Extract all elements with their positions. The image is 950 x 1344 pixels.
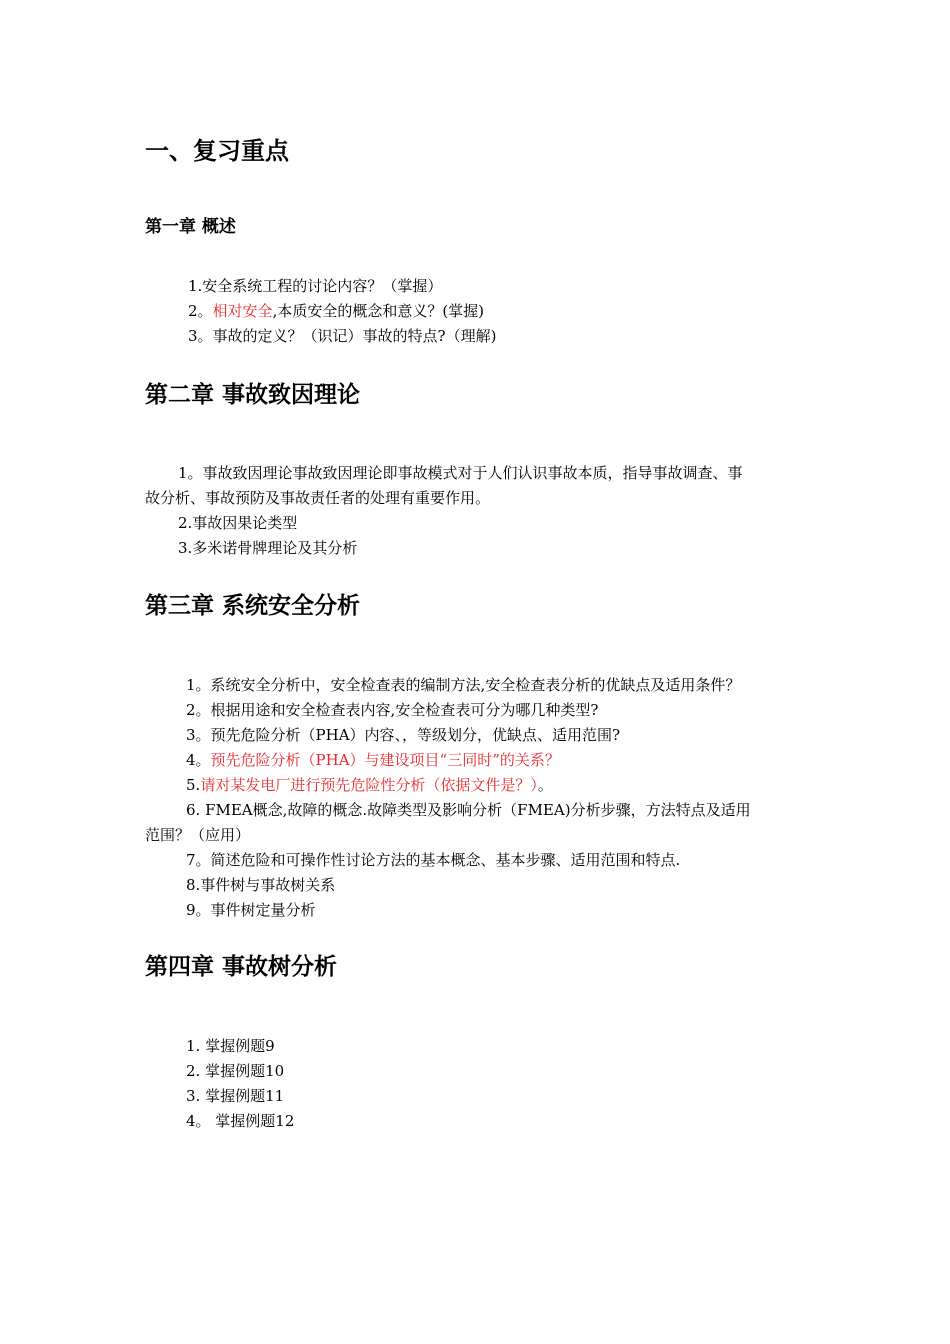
chapter-1-item-3: 3。事故的定义？（识记）事故的特点?（理解) [188,327,497,345]
chapter-3-item-3: 3。预先危险分析（PHA）内容、，等级划分，优缺点、适用范围? [186,726,621,744]
chapter-4-item-2: 2. 掌握例题10 [186,1062,285,1080]
chapter-3-item-4 [186,750,560,770]
chapter-3-item-5 [186,775,553,795]
chapter-4-item-3: 3. 掌握例题11 [186,1087,285,1105]
chapter-3-item-6-line2: 范围？（应用） [145,826,251,844]
chapter-1-heading: 第一章 概述 [145,217,236,237]
chapter-4-item-4: 4。 掌握例题12 [186,1112,295,1130]
emphasis-text: 预先危险分析（PHA）与建设项目“三同时”的关系？ [210,751,560,769]
chapter-3-item-8: 8.事件树与事故树关系 [186,876,336,894]
emphasis-text: 请对某发电厂进行预先危险性分析（依据文件是？） [200,776,538,794]
chapter-2-item-2: 2.事故因果论类型 [178,514,298,532]
chapter-3-heading: 第三章 系统安全分析 [145,593,361,619]
chapter-2-item-3: 3.多米诺骨牌理论及其分析 [178,539,358,557]
item-prefix: 4。 [186,751,211,769]
chapter-2-item-1-line1: 1。事故致因理论事故致因理论即事故模式对于人们认识事故本质，指导事故调查、事 [178,464,743,482]
item-prefix: 2。 [188,302,213,320]
chapter-3-item-2: 2。根据用途和安全检查表内容,安全检查表可分为哪几种类型? [186,701,599,719]
chapter-2-item-1-line2: 故分析、事故预防及事故责任者的处理有重要作用。 [145,489,491,507]
chapter-2-heading: 第二章 事故致因理论 [145,382,361,408]
chapter-1-item-2 [188,301,484,321]
chapter-3-item-9: 9。事件树定量分析 [186,901,316,919]
item-rest: ,本质安全的概念和意义？(掌握) [272,302,485,320]
page-title: 一、复习重点 [145,137,289,165]
item-prefix: 5. [186,776,201,794]
item-rest: 。 [537,776,553,794]
emphasis-text: 相对安全 [212,302,273,320]
chapter-3-item-1: 1。系统安全分析中，安全检查表的编制方法,安全检查表分析的优缺点及适用条件？ [186,676,741,694]
chapter-3-item-6-line1: 6. FMEA概念,故障的概念.故障类型及影响分析（FMEA)分析步骤，方法特点及适用 [186,801,751,819]
chapter-4-heading: 第四章 事故树分析 [145,954,338,980]
chapter-4-item-1: 1. 掌握例题9 [186,1037,275,1055]
chapter-1-item-1: 1.安全系统工程的讨论内容？（掌握） [188,277,443,295]
chapter-3-item-7: 7。简述危险和可操作性讨论方法的基本概念、基本步骤、适用范围和特点. [186,851,681,869]
